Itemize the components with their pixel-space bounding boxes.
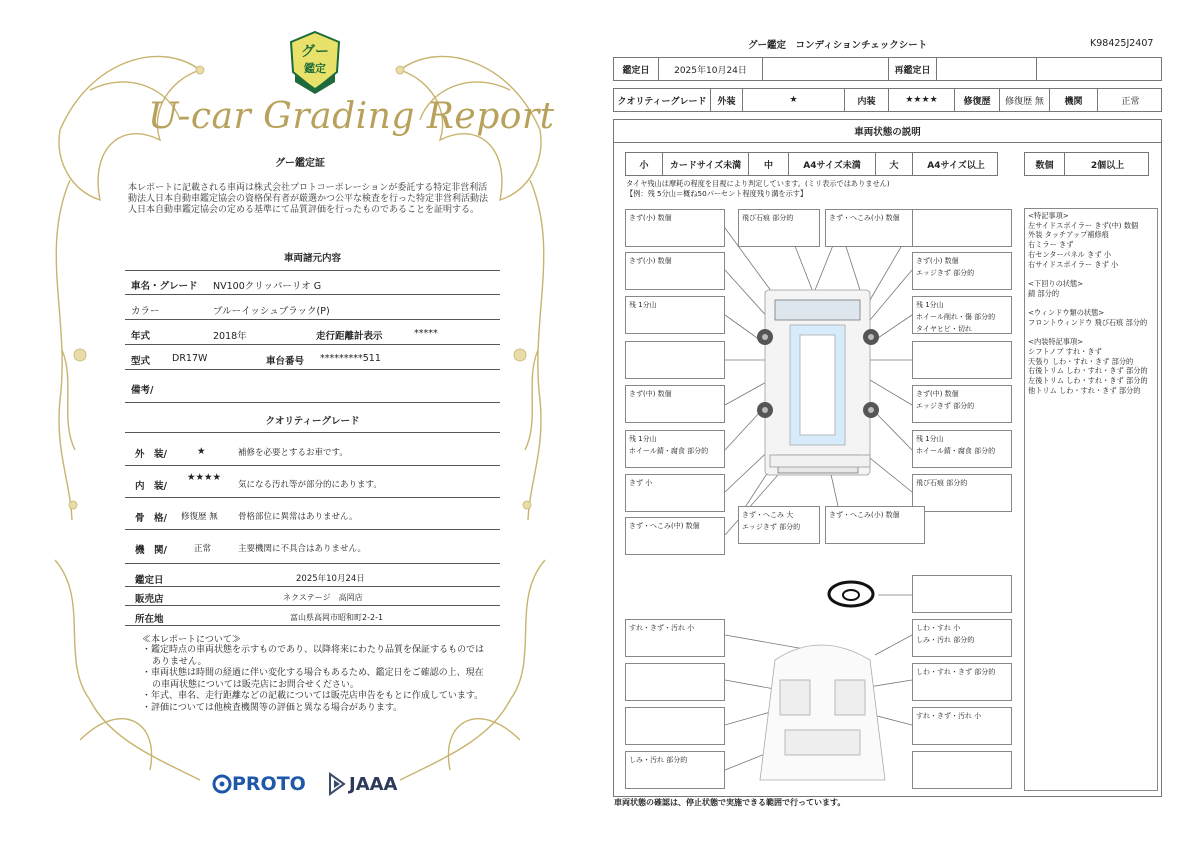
note-spacer (1028, 298, 1154, 308)
report-script-title: U-car Grading Report (148, 96, 555, 137)
size-small-label: 小 (626, 153, 663, 175)
divider (125, 319, 500, 320)
repair-history-value: 修復歴 無 (1000, 89, 1050, 111)
note-line: 左後トリム しわ・すれ・きず 部分的 (1028, 375, 1148, 385)
document-id: K98425J2407 (1090, 38, 1154, 49)
year-value: 2018年 (213, 331, 247, 342)
quality-exterior-grade: ★ (197, 446, 206, 457)
color-value: ブルーイッシュブラック(P) (213, 306, 330, 317)
interior-box: しわ・すれ・きず 部分的 (912, 663, 1012, 701)
note-line: 他トリム しわ・すれ・きず 部分的 (1028, 385, 1141, 395)
note-line: フロントウィンドウ 飛び石痕 部分的 (1028, 317, 1148, 327)
interior-box: すれ・きず・汚れ 小 (912, 707, 1012, 745)
note-line: <下回りの状態> (1028, 278, 1084, 288)
note-line: 天張り しわ・すれ・きず 部分的 (1028, 356, 1134, 366)
quality-engine-grade: 正常 (194, 544, 212, 554)
appraisal-date-label: 鑑定日 (135, 575, 164, 586)
condition-box (625, 341, 725, 379)
divider (125, 270, 500, 271)
note-spacer (1028, 327, 1154, 337)
note-line: 右後トリム しわ・すれ・きず 部分的 (1028, 366, 1148, 376)
note-line: シフトノブ すれ・きず (1028, 346, 1102, 356)
quality-exterior-desc: 補修を必要とするお車です。 (238, 448, 348, 458)
divider (125, 294, 500, 295)
proto-logo-text: PROTO (232, 773, 306, 795)
quality-frame-label: 骨 格/ (135, 513, 167, 524)
divider (125, 369, 500, 370)
interior-box: すれ・きず・汚れ 小 (625, 619, 725, 657)
note-line: 外装 タッチアップ補修痕 (1028, 230, 1109, 240)
condition-box: 飛び石痕 部分的 (738, 209, 820, 247)
quality-exterior-label: 外 装/ (135, 449, 167, 460)
quality-engine-desc: 主要機関に不具合はありません。 (238, 544, 367, 554)
exterior-value: ★ (743, 89, 845, 111)
appraisal-date-label: 鑑定日 (614, 58, 659, 80)
note-item: ・車両状態は時間の経過に伴い変化する場合もあるため、鑑定日をご確認の上、現在の車両状態については販売店にお問合せください。 (142, 668, 484, 690)
exterior-label: 外装 (711, 89, 743, 111)
divider (125, 344, 500, 345)
model-value: DR17W (172, 353, 208, 364)
size-medium-label: 中 (749, 153, 789, 175)
divider (125, 529, 500, 530)
quality-interior-desc: 気になる汚れ等が部分的にあります。 (238, 480, 382, 490)
condition-box: きず(中) 数個 エッジきず 部分的 (912, 385, 1012, 423)
size-large-label: 大 (876, 153, 913, 175)
interior-value: ★★★★ (889, 89, 955, 111)
chassis-value: *********511 (320, 353, 381, 364)
divider (125, 402, 500, 403)
reappraisal-label: 再鑑定日 (889, 58, 937, 80)
certificate-text: 本レポートに記載される車両は株式会社プロトコーポレーションが委託する特定非営利活動法人日本自動車鑑定協会の資格保有者が厳選かつ公平な検査を行った特定非営利活動法人日本自動車鑑定協会の定める基準にて品質評価を行ったものであることを証明する。 (128, 183, 489, 215)
note-line: 右サイドスポイラー きず 小 (1028, 259, 1119, 269)
notice-text: 車両状態の確認は、停止状態で実施できる範囲で行っています。 (614, 798, 846, 807)
quality-interior-grade: ★★★★ (187, 472, 222, 483)
car-name-value: NV100クリッパーリオ G (213, 281, 322, 292)
condition-box (912, 341, 1012, 379)
svg-text:鑑定: 鑑定 (304, 62, 326, 75)
condition-box (912, 209, 1012, 247)
mileage-label: 走行距離計表示 (316, 331, 383, 342)
tire-box: 残 1分山 ホイール錆・腐食 部分的 (912, 430, 1012, 468)
count-desc: 2個以上 (1090, 160, 1125, 171)
svg-text:グー: グー (301, 44, 329, 60)
shop-label: 販売店 (135, 594, 164, 605)
size-large-desc: A4サイズ以上 (927, 160, 985, 171)
special-notes (1024, 208, 1158, 791)
count-label: 数個 (1025, 153, 1065, 175)
tire-note: タイヤ残山は摩耗の程度を目視により判定しています。(ミリ表示ではありません) 【例：残 5分山＝概ね50パーセント程度残り溝を示す】 (626, 179, 890, 198)
quality-engine-label: 機 関/ (135, 545, 167, 556)
condition-box: きず・へこみ 大 エッジきず 部分的 (738, 506, 820, 544)
divider (125, 586, 500, 587)
appraisal-date-value: 2025年10月24日 (296, 574, 365, 584)
divider (125, 432, 500, 433)
remarks-label: 備考/ (131, 385, 154, 396)
year-label: 年式 (131, 331, 151, 342)
footer-logos (212, 770, 412, 798)
sheet-title: グー鑑定 コンディションチェックシート (748, 40, 928, 51)
interior-box: しわ・すれ 小 しみ・汚れ 部分的 (912, 619, 1012, 657)
note-line: 錆 部分的 (1028, 288, 1060, 298)
condition-box: きず(小) 数個 (625, 252, 725, 290)
certificate-heading: グー鑑定証 (275, 158, 325, 169)
condition-box: きず 小 (625, 474, 725, 512)
engine-value: 正常 (1121, 96, 1140, 107)
proto-logo-icon (212, 773, 232, 795)
condition-box: きず・へこみ(中) 数個 (625, 517, 725, 555)
condition-box: 飛び石痕 部分的 (912, 474, 1012, 512)
size-medium-desc: A4サイズ未満 (789, 153, 876, 175)
divider (125, 497, 500, 498)
tire-box: 残 1分山 ホイール削れ・傷 部分的 タイヤヒビ・切れ (912, 296, 1012, 334)
tire-box: 残 1分山 (625, 296, 725, 334)
shop-value: ネクステージ 高岡店 (283, 593, 363, 602)
note-item: ・年式、車名、走行距離などの記載については販売店申告をもとに作成しています。 (142, 691, 484, 701)
quality-frame-grade: 修復歴 無 (181, 512, 218, 522)
chassis-label: 車台番号 (266, 356, 305, 367)
interior-box (912, 575, 1012, 613)
note-line: <内装特記事項> (1028, 337, 1084, 347)
interior-box (625, 663, 725, 701)
notes-heading: ≪本レポートについて≫ (142, 635, 241, 645)
condition-box: きず(小) 数個 エッジきず 部分的 (912, 252, 1012, 290)
specs-heading: 車両諸元内容 (283, 253, 341, 264)
address-value: 富山県高岡市昭和町2-2-1 (290, 613, 384, 622)
condition-check-sheet (600, 0, 1200, 848)
condition-box: きず(小) 数個 (625, 209, 725, 247)
engine-label: 機関 (1050, 89, 1098, 111)
goo-kantei-badge-icon (287, 30, 343, 94)
note-item: ・鑑定時点の車両状態を示すものであり、以降将来にわたり品質を保証するものではありません。 (142, 645, 485, 667)
model-label: 型式 (131, 356, 151, 367)
divider (125, 605, 500, 606)
tire-box: 残 1分山 ホイール錆・腐食 部分的 (625, 430, 725, 468)
condition-box: きず・へこみ(小) 数個 (825, 209, 925, 247)
repair-history-label: 修復歴 (955, 89, 1000, 111)
divider (125, 625, 500, 626)
quality-grade-label: クオリティーグレード (614, 89, 711, 111)
interior-box (625, 707, 725, 745)
divider (125, 563, 500, 564)
interior-box (912, 751, 1012, 789)
jaaa-logo-icon (328, 772, 346, 796)
quality-frame-desc: 骨格部位に異常はありません。 (238, 512, 358, 522)
quality-interior-label: 内 装/ (135, 481, 167, 492)
color-label: カラー (131, 306, 160, 317)
notes-list (142, 645, 492, 714)
quality-heading: クオリティーグレード (265, 416, 360, 427)
size-small-desc: カードサイズ未満 (663, 153, 749, 175)
note-line: <特記事項> (1028, 211, 1069, 220)
note-line: 右ミラー きず (1028, 240, 1074, 250)
interior-box: しみ・汚れ 部分的 (625, 751, 725, 789)
note-line: 左サイドスポイラー きず(中) 数個 (1028, 220, 1139, 230)
note-line: <ウィンドウ類の状態> (1028, 308, 1105, 317)
address-label: 所在地 (135, 614, 164, 625)
note-line: 右センターパネル きず 小 (1028, 249, 1111, 259)
divider (125, 465, 500, 466)
note-item: ・評価については他検査機関等の評価と異なる場合があります。 (142, 702, 403, 713)
appraisal-date-value: 2025年10月24日 (659, 58, 763, 80)
interior-label: 内装 (845, 89, 889, 111)
mileage-value: ***** (414, 328, 438, 339)
condition-heading: 車両状態の説明 (613, 119, 1162, 143)
jaaa-logo-text: JAAA (349, 774, 398, 795)
car-name-label: 車名・グレード (131, 281, 198, 292)
note-spacer (1028, 269, 1154, 279)
condition-box: きず(中) 数個 (625, 385, 725, 423)
condition-box: きず・へこみ(小) 数個 (825, 506, 925, 544)
